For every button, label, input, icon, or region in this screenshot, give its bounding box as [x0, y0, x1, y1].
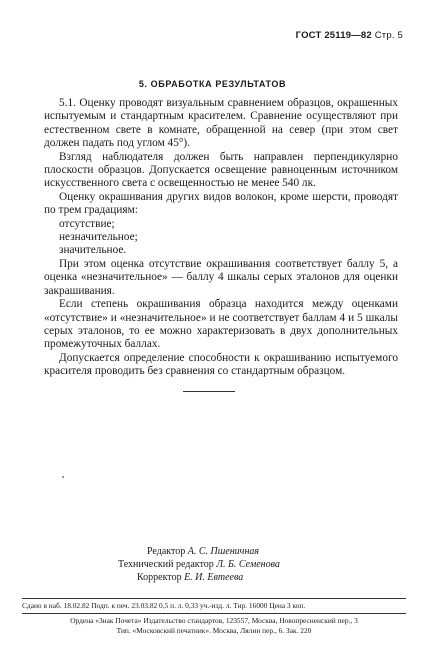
paragraph: Оценку окрашивания других видов волокон, кроме шерсти, проводят по трем градациям:	[44, 190, 398, 217]
page-number: Стр. 5	[374, 30, 403, 41]
print-speck	[62, 476, 64, 478]
editor-line: Редактор А. С. Пшеничная	[147, 546, 260, 557]
editors-block	[118, 545, 280, 584]
paragraph: 5.1. Оценку проводят визуальным сравнением образцов, окрашенных испытуемым и стандартным красителем. Сравнение осуществляют при естественном свете в комнате, обращенной на север (при этом свет должен падать под углом 45°).	[44, 97, 398, 150]
paragraph: Если степень окрашивания образца находится между оценками «отсутствие» и «незначительное» и не соответствует баллам 4 и 5 шкалы серых эталонов, то ее можно характеризовать в двух дополнительных промежуточных баллах.	[44, 298, 398, 351]
imprint-publisher: Ордена «Знак Почета» Издательство стандартов, 123557, Москва, Новопресненский пер., 3	[70, 616, 358, 625]
list-item: значительное.	[59, 244, 127, 257]
page-header	[296, 30, 403, 41]
section-title: 5. ОБРАБОТКА РЕЗУЛЬТАТОВ	[138, 79, 287, 89]
list-item: отсутствие;	[59, 217, 115, 230]
body-text	[44, 97, 398, 379]
paragraph: При этом оценка отсутствие окрашивания соответствует баллу 5, а оценка «незначительное» — баллу 4 шкалы серых эталонов для оценки закрашивания.	[44, 257, 398, 297]
standard-number: ГОСТ 25119—82	[295, 30, 372, 41]
paragraph: Взгляд наблюдателя должен быть направлен перпендикулярно плоскости образцов. Допускается освещение равноценным источником искусственного света с освещенностью не менее 540 лк.	[44, 150, 398, 190]
imprint	[22, 598, 406, 636]
tech-editor-line: Технический редактор Л. Б. Семенова	[118, 559, 280, 570]
imprint-print-data: Сдано в наб. 18.02.82 Подп. к печ. 23.03.82 0,5 п. л. 0,33 уч.-изд. л. Тир. 16000 Цена 3 коп.	[22, 601, 406, 614]
end-rule	[183, 391, 235, 392]
paragraph: Допускается определение способности к окрашиванию испытуемого красителя проводить без сравнения со стандартным образцом.	[44, 351, 398, 378]
proofreader-line: Корректор Е. И. Евтеева	[137, 572, 244, 583]
imprint-printer: Тип. «Московский печатник». Москва, Лялин пер., 6. Зак. 220	[116, 626, 312, 635]
list-item: незначительное;	[59, 231, 138, 244]
